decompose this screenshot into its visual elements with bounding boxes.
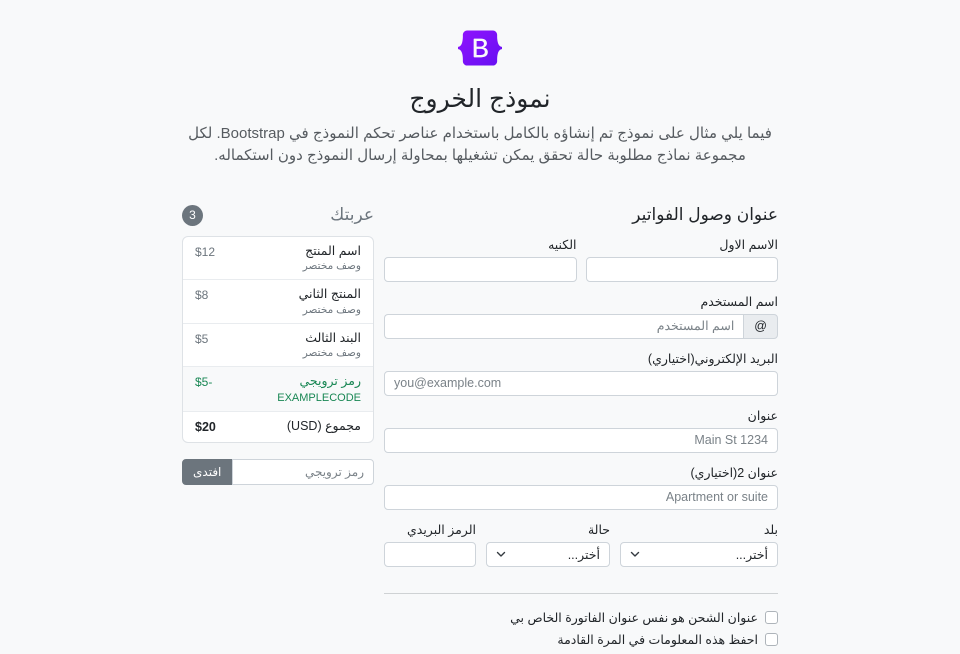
item-price: $12 (195, 244, 216, 259)
cart-item (183, 280, 373, 324)
item-description: وصف مختصر (302, 260, 361, 273)
locale-row (384, 522, 778, 579)
address2-input[interactable] (384, 485, 778, 510)
cart-total-row (183, 412, 373, 442)
at-sign-addon: @ (743, 314, 778, 339)
last-name-group (384, 237, 577, 282)
item-name: المنتج الثاني (298, 287, 361, 302)
cart-header (182, 205, 374, 226)
main-content (182, 205, 778, 654)
item-name: اسم المنتج (305, 243, 361, 258)
first-name-group (586, 237, 779, 282)
country-label: بلد (763, 522, 778, 537)
chevron-down-icon (630, 549, 640, 559)
save-info-label: احفظ هذه المعلومات في المرة القادمة (557, 632, 758, 647)
item-price: $5 (195, 331, 209, 346)
country-select[interactable]: أختر... (620, 542, 778, 567)
promo-code-form (182, 459, 374, 485)
save-info-checkbox-row (384, 632, 778, 647)
billing-section-title: عنوان وصول الفواتير (632, 204, 778, 224)
last-name-input[interactable] (384, 257, 577, 282)
address-group (384, 408, 778, 453)
billing-form-section (384, 205, 778, 654)
save-info-checkbox[interactable] (765, 633, 778, 646)
state-label: حالة (587, 522, 610, 537)
cart-item (183, 324, 373, 368)
zip-label: الرمز البريدي (406, 522, 476, 537)
address-label: عنوان (747, 408, 778, 423)
address2-group (384, 465, 778, 510)
total-label: مجموع (USD) (286, 419, 361, 433)
item-name: البند الثالث (305, 330, 361, 345)
first-name-input[interactable] (586, 257, 779, 282)
redeem-button[interactable]: افتدى (182, 459, 232, 485)
page-header (0, 0, 960, 167)
chevron-down-icon (496, 549, 506, 559)
same-address-label: عنوان الشحن هو نفس عنوان الفاتورة الخاص بي (510, 610, 758, 625)
email-input[interactable] (384, 371, 778, 396)
cart-section (182, 205, 374, 485)
state-select[interactable]: أختر... (486, 542, 610, 567)
zip-group (384, 522, 476, 567)
page-title: نموذج الخروج (409, 85, 551, 113)
optional-hint: (اختياري) (690, 465, 738, 480)
promo-code-input[interactable] (232, 459, 374, 485)
zip-input[interactable] (384, 542, 476, 567)
last-name-label: الكنيه (548, 237, 577, 252)
item-price: $8 (195, 288, 209, 303)
same-address-checkbox-row (384, 610, 778, 625)
billing-form (384, 237, 778, 647)
username-input[interactable] (384, 314, 743, 339)
name-row (384, 237, 778, 294)
same-address-checkbox[interactable] (765, 611, 778, 624)
item-description: وصف مختصر (302, 303, 361, 316)
cart-count-badge: 3 (182, 205, 203, 226)
bootstrap-logo-icon[interactable] (458, 30, 502, 66)
promo-code: EXAMPLECODE (277, 392, 361, 404)
state-group (486, 522, 610, 567)
address2-label: عنوان 2 (اختياري) (690, 465, 778, 480)
first-name-label: الاسم الاول (719, 237, 778, 252)
username-label: اسم المستخدم (700, 294, 778, 309)
email-group (384, 351, 778, 396)
page-description: فيما يلي مثال على نموذج تم إنشاؤه بالكامل باستخدام عناصر تحكم النموذج في Bootstrap. لكل مجموعة نماذج مطلوبة حالة تحقق يمكن تشغيلها بمحاولة إرسال النموذج دون استكماله. (188, 125, 772, 164)
address-input[interactable] (384, 428, 778, 453)
country-group (620, 522, 778, 567)
cart-item (183, 237, 373, 281)
promo-amount: -$5 (195, 375, 213, 390)
item-description: وصف مختصر (302, 347, 361, 360)
optional-hint: (اختياري) (647, 351, 695, 366)
total-amount: $20 (195, 420, 216, 434)
cart-title: عربتك (330, 205, 374, 224)
promo-name: رمز ترويجي (299, 374, 361, 389)
username-group (384, 294, 778, 339)
cart-item-list (182, 236, 374, 443)
email-label: البريد الإلكتروني (اختياري) (647, 351, 778, 366)
form-divider (384, 593, 778, 594)
promo-code-row (183, 367, 373, 412)
